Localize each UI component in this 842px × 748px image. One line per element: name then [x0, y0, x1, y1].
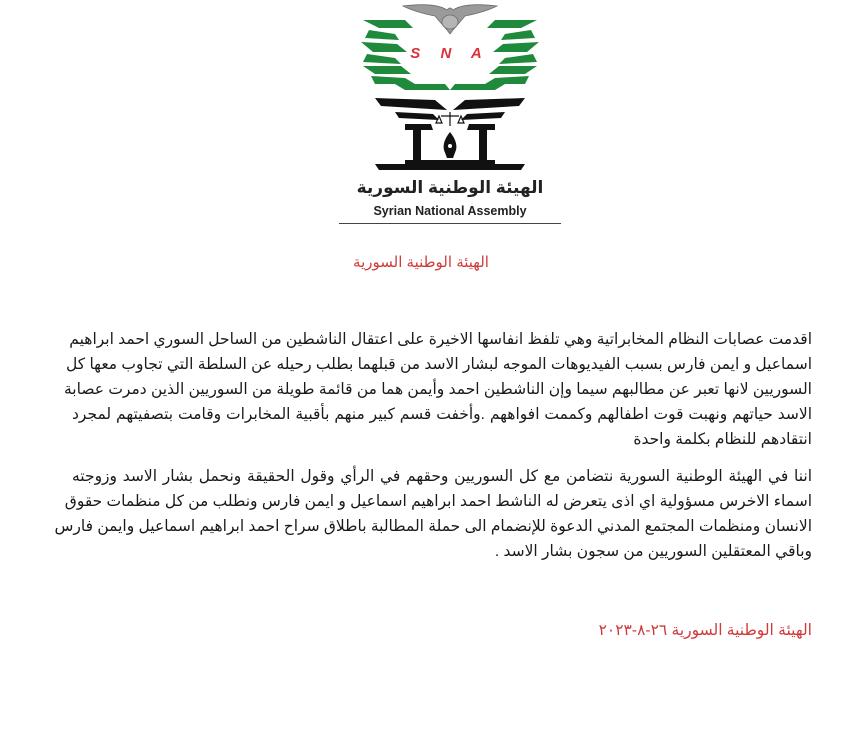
- logo-name-arabic: الهيئة الوطنية السورية: [356, 178, 544, 197]
- document-heading: الهيئة الوطنية السورية: [353, 254, 489, 271]
- signature-date: الهيئة الوطنية السورية ٢٦-٨-٢٠٢٣: [598, 622, 812, 639]
- paragraph-line: السوريين لانها تعبر عن مطالبهم سيما وإن الناشطين احمد وأيمن هما من قائمة طويلة من السوريين الذين دمرت عصابة: [63, 381, 812, 398]
- paragraph-line: اننا في الهيئة الوطنية السورية نتضامن مع كل السوريين وحقهم في الرأي وقول الحقيقة ونحمل بشار الاسد وزوجته: [72, 468, 812, 485]
- paragraph-2: [54, 464, 812, 564]
- eagle-icon: [403, 5, 497, 34]
- logo-divider: [339, 223, 561, 224]
- paragraph-line: الاسد حياتهم ونهبت قوت اطفالهم وكممت افواههم .وأخفت قسم كبير منهم بأقبية المخابرات وقامت بتصفيتهم لمجرد: [72, 406, 812, 423]
- scales-of-justice-icon: [436, 112, 464, 126]
- logo-name-english: Syrian National Assembly: [373, 204, 527, 218]
- paragraph-line: اسماعيل و ايمن فارس بسبب الفيديوهات الموجه لبشار الاسد من قبلهما بطلب رحيله عن السلطة التي تجاوب معها كل: [66, 356, 812, 373]
- pen-nib-icon: [444, 132, 457, 158]
- logo-acronym: [410, 45, 489, 62]
- paragraph-line: اسماء الاخرس مسؤولية اي اذى يتعرض له الناشط احمد ابراهيم اسماعيل و ايمن فارس ونطلب من كل منظمات حقوق: [64, 493, 812, 510]
- paragraph-1: [63, 327, 812, 452]
- paragraph-line: انتقادهم للنظام بكلمة واحدة: [633, 431, 812, 448]
- organization-logo: [335, 0, 565, 228]
- paragraph-line: الانسان ومنظمات المجتمع المدني الدعوة للإنضمام الى حملة المطالبة باطلاق سراح احمد ابراهيم اسماعيل وايمن فارس: [54, 518, 812, 535]
- logo-acronym-text: S N A: [410, 45, 490, 62]
- paragraph-line: اقدمت عصابات النظام المخابراتية وهي تلفظ انفاسها الاخيرة على اعتقال الناشطين من الساحل السوري احمد ابراهيم: [69, 331, 812, 348]
- paragraph-line: وباقي المعتقلين السوريين من سجون بشار الاسد .: [494, 543, 812, 560]
- logo-emblem: [335, 0, 565, 178]
